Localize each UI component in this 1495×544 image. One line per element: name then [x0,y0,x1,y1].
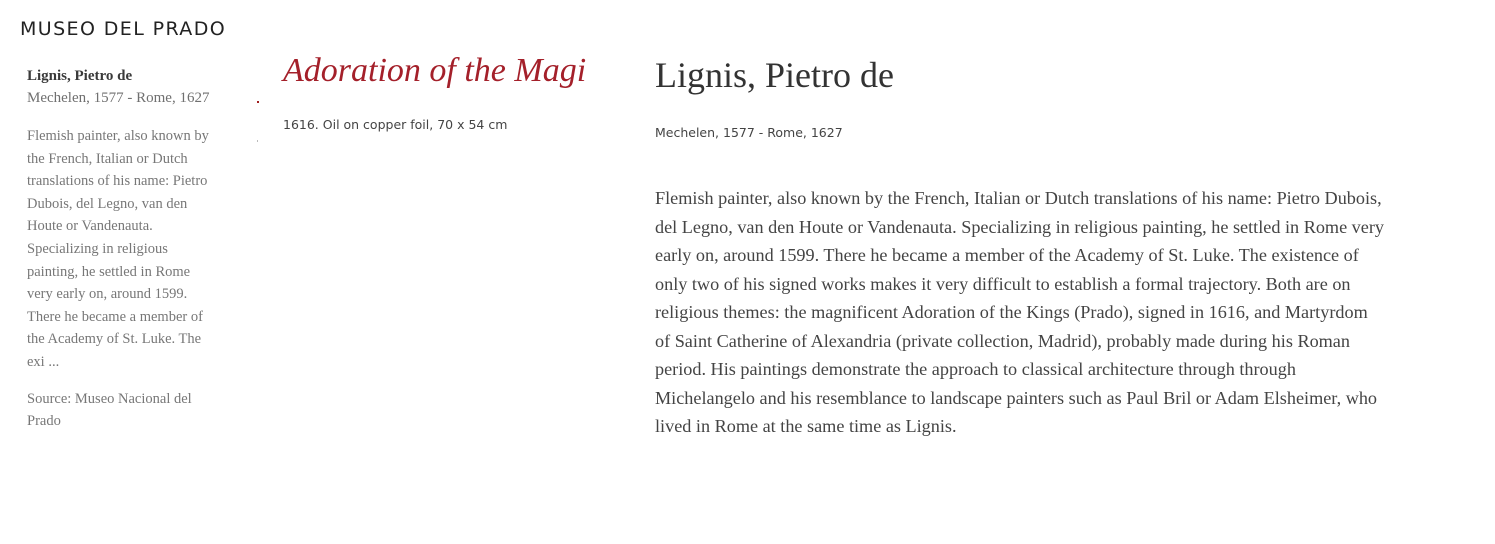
sidebar-artist-dates: Mechelen, 1577 - Rome, 1627 [27,90,210,106]
sidebar-bio-excerpt: Flemish painter, also known by the French, Italian or Dutch translations of his name: Pietro Dubois, del Legno, van den Houte or Vandenauta. Specializing in religious painting, he settled in Rome very early on, around 1599. There he became a member of the Academy of St. Luke. The exi ... [27,128,209,370]
artist-dates: Mechelen, 1577 - Rome, 1627 [655,125,843,140]
artist-summary-panel [27,65,219,432]
artwork-title[interactable]: Adoration of the Magi [283,52,587,89]
divider-mark-small [257,140,258,142]
sidebar-artist-name[interactable]: Lignis, Pietro de [27,68,133,84]
artwork-details: 1616. Oil on copper foil, 70 x 54 cm [283,117,508,132]
site-logo[interactable]: MUSEO DEL PRADO [20,18,227,40]
artist-biography: Flemish painter, also known by the French, Italian or Dutch translations of his name: Pietro Dubois, del Legno, van den Houte or Vandenauta. Specializing in religious painting, he settled in Rome very early on, around 1599. There he became a member of the Academy of St. Luke. The existence of only two of his signed works makes it very difficult to establish a formal trajectory. Both are on religious themes: the magnificent Adoration of the Kings (Prado), signed in 1616, and Martyrdom of Saint Catherine of Alexandria (private collection, Madrid), probably made during his Roman period. His paintings demonstrate the approach to classical architecture through through Michelangelo and his resemblance to landscape painters such as Paul Bril or Adam Elsheimer, who lived in Rome at the same time as Lignis. [655,188,1384,436]
sidebar-source: Source: Museo Nacional del Prado [27,390,192,429]
artist-name-heading: Lignis, Pietro de [655,55,894,95]
divider-mark [257,101,259,103]
